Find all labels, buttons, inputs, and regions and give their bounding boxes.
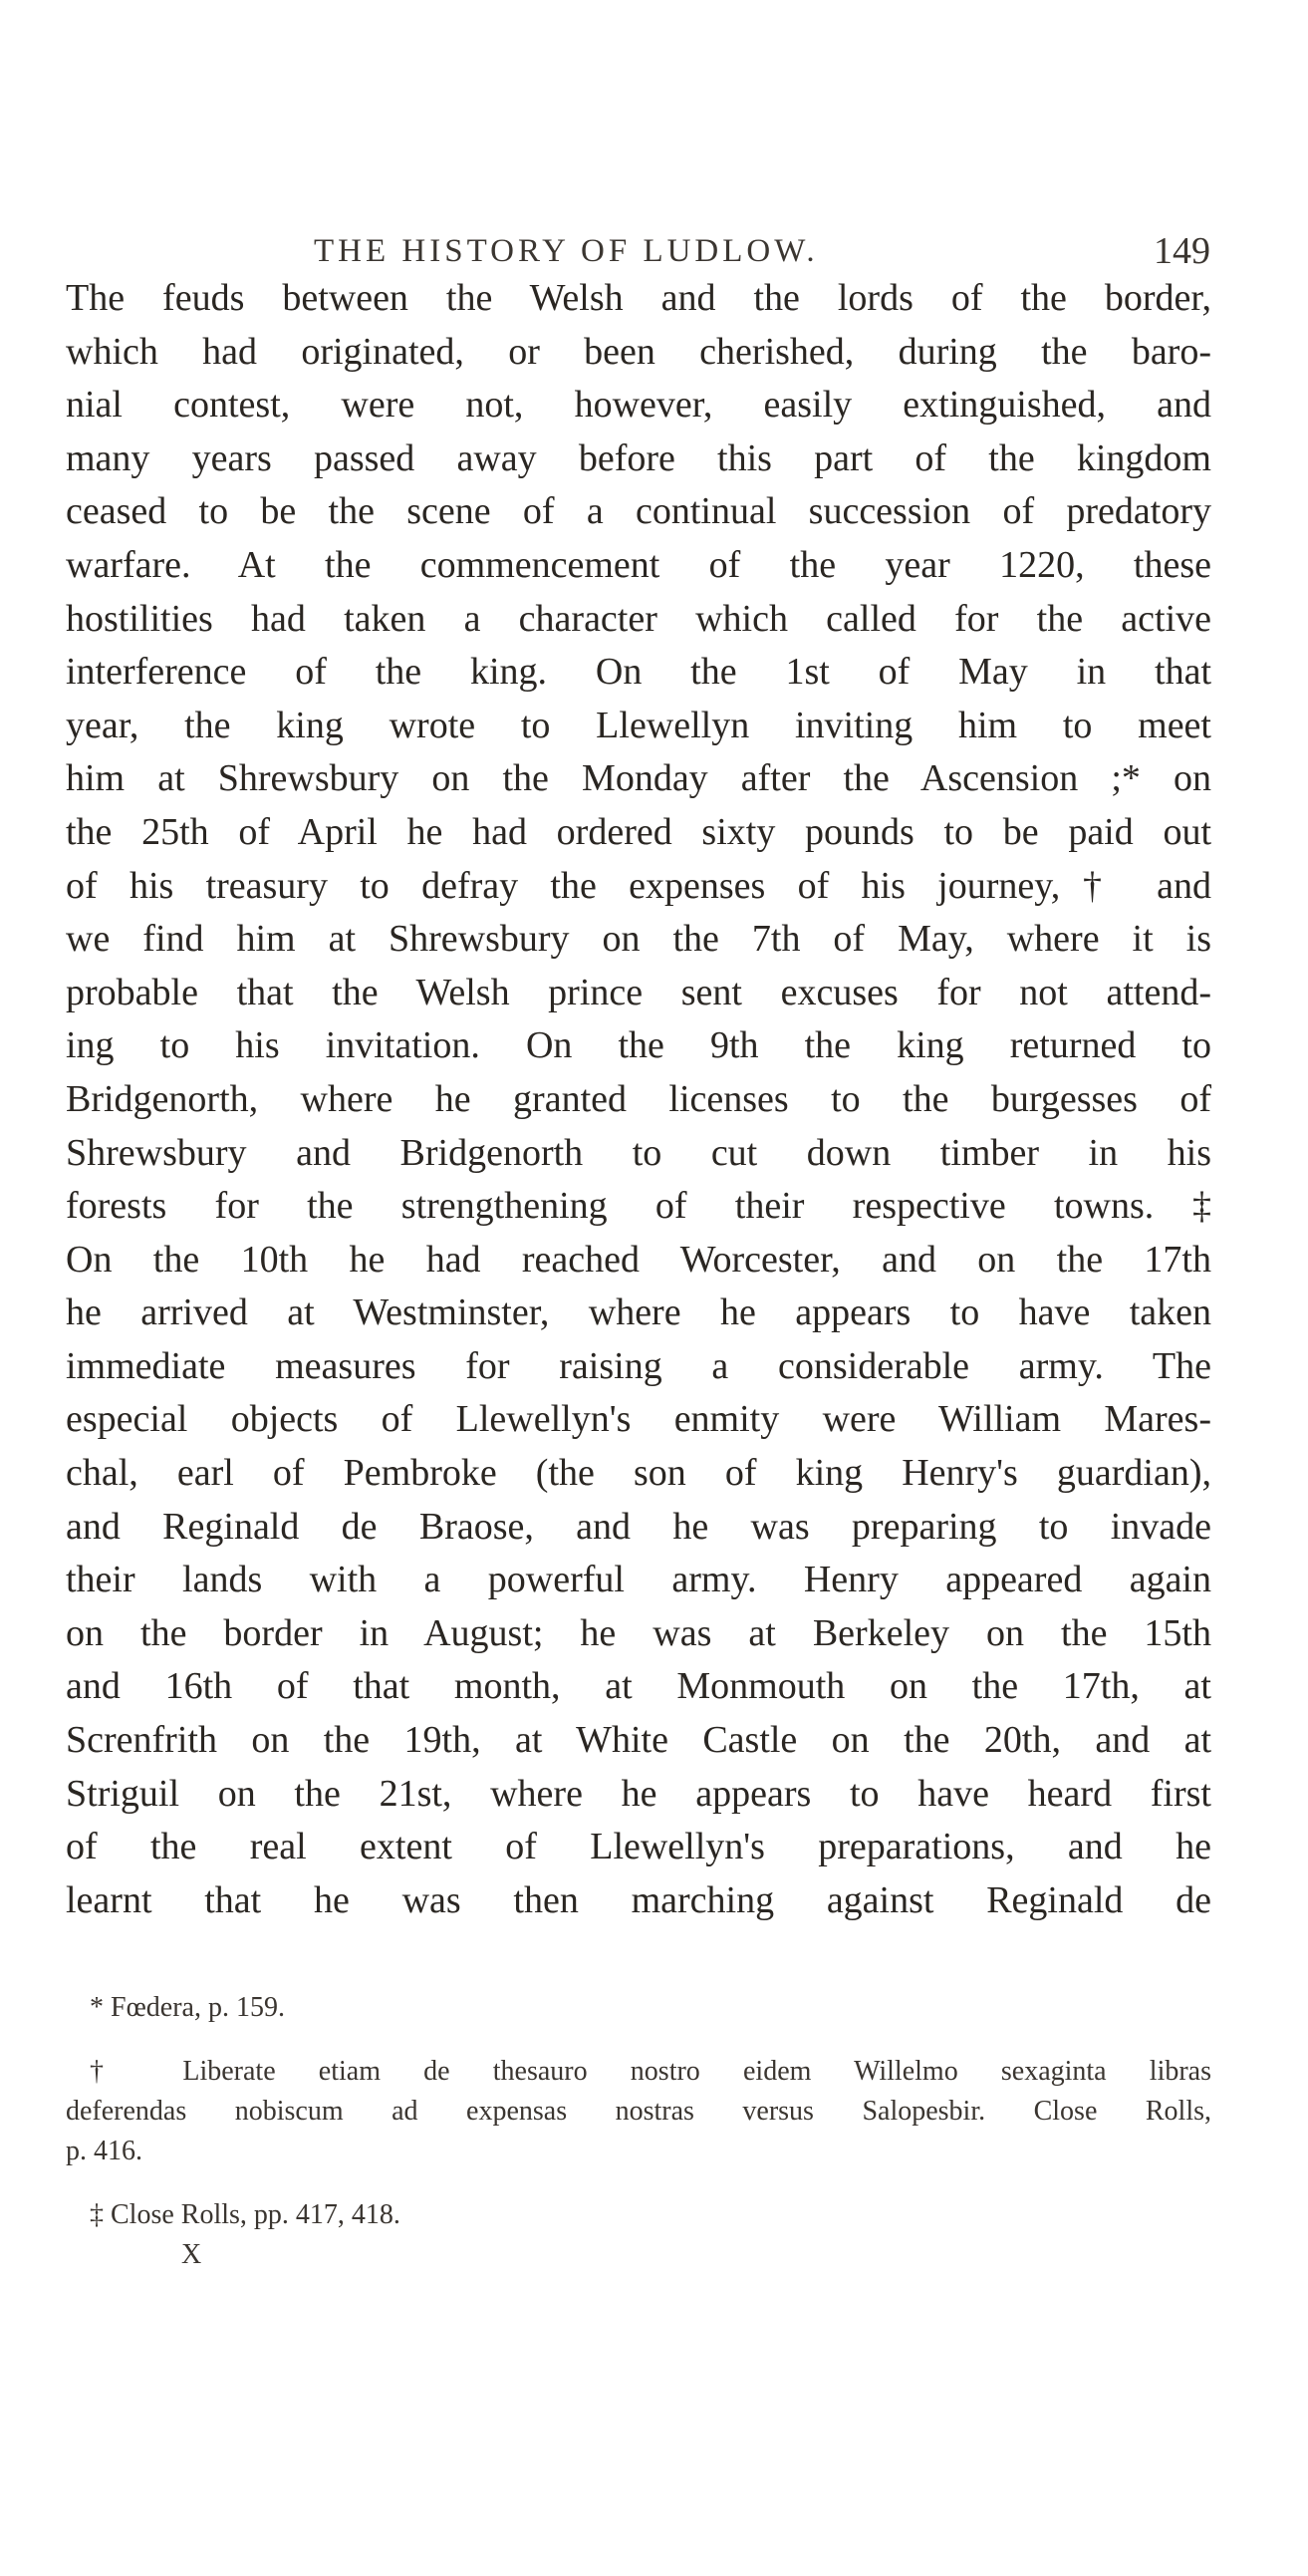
text-line: immediate measures for raising a considerable army. The — [66, 1344, 1211, 1387]
text-line: Bridgenorth, where he granted licenses to the burgesses of — [66, 1077, 1211, 1120]
page-number: 149 — [1154, 230, 1210, 272]
text-line: warfare. At the commencement of the year 1220, these — [66, 543, 1211, 586]
text-line: their lands with a powerful army. Henry appeared again — [66, 1559, 1211, 1601]
text-line: chal, earl of Pembroke (the son of king Henry's guardian), — [66, 1452, 1211, 1495]
text-line: we find him at Shrewsbury on the 7th of May, where it is — [66, 918, 1211, 961]
text-line: and Reginald de Braose, and he was preparing to invade — [66, 1505, 1211, 1548]
text-line: year, the king wrote to Llewellyn inviting him to meet — [66, 704, 1211, 746]
footnote-2-line: † Liberate etiam de thesauro nostro eidem Willelmo sexaginta libras — [90, 2056, 1211, 2087]
footnote-1: * Fœdera, p. 159. — [90, 1992, 285, 2023]
text-line: Screnfrith on the 19th, at White Castle on the 20th, and at — [66, 1719, 1211, 1762]
text-line: learnt that he was then marching against Reginald de — [66, 1878, 1211, 1921]
text-line: forests for the strengthening of their respective towns.‡ — [66, 1185, 1211, 1228]
text-line: he arrived at Westminster, where he appears to have taken — [66, 1291, 1211, 1334]
text-line: the 25th of April he had ordered sixty pounds to be paid out — [66, 810, 1211, 853]
footnote-2-line: deferendas nobiscum ad expensas nostras versus Salopesbir. Close Rolls, — [66, 2096, 1211, 2127]
running-title: THE HISTORY OF LUDLOW. — [314, 233, 819, 269]
text-line: on the border in August; he was at Berkeley on the 15th — [66, 1611, 1211, 1654]
footnote-2-line: p. 416. — [66, 2136, 142, 2166]
signature-mark: X — [181, 2239, 202, 2270]
text-line: many years passed away before this part of the kingdom — [66, 436, 1211, 479]
text-line: Shrewsbury and Bridgenorth to cut down timber in his — [66, 1131, 1211, 1174]
text-line: of the real extent of Llewellyn's preparations, and he — [66, 1826, 1211, 1868]
text-line: hostilities had taken a character which called for the active — [66, 597, 1211, 640]
footnote-3: ‡ Close Rolls, pp. 417, 418. — [90, 2199, 400, 2230]
text-line: him at Shrewsbury on the Monday after the Ascension ;* on — [66, 757, 1211, 800]
text-line: of his treasury to defray the expenses of his journey,† and — [66, 864, 1211, 907]
body-paragraph — [66, 272, 1211, 1927]
text-line: especial objects of Llewellyn's enmity were William Mares- — [66, 1398, 1211, 1441]
text-line: which had originated, or been cherished, during the baro- — [66, 330, 1211, 373]
text-line: ing to his invitation. On the 9th the king returned to — [66, 1024, 1211, 1067]
text-line: Striguil on the 21st, where he appears to have heard first — [66, 1772, 1211, 1815]
text-line: and 16th of that month, at Monmouth on the 17th, at — [66, 1665, 1211, 1708]
text-line: ceased to be the scene of a continual succession of predatory — [66, 490, 1211, 533]
text-line: probable that the Welsh prince sent excuses for not attend- — [66, 971, 1211, 1013]
text-line: nial contest, were not, however, easily extinguished, and — [66, 384, 1211, 427]
text-line: On the 10th he had reached Worcester, and on the 17th — [66, 1238, 1211, 1281]
footnotes — [66, 1988, 1211, 2275]
text-line: interference of the king. On the 1st of May in that — [66, 651, 1211, 694]
text-line: The feuds between the Welsh and the lords of the border, — [66, 277, 1211, 319]
